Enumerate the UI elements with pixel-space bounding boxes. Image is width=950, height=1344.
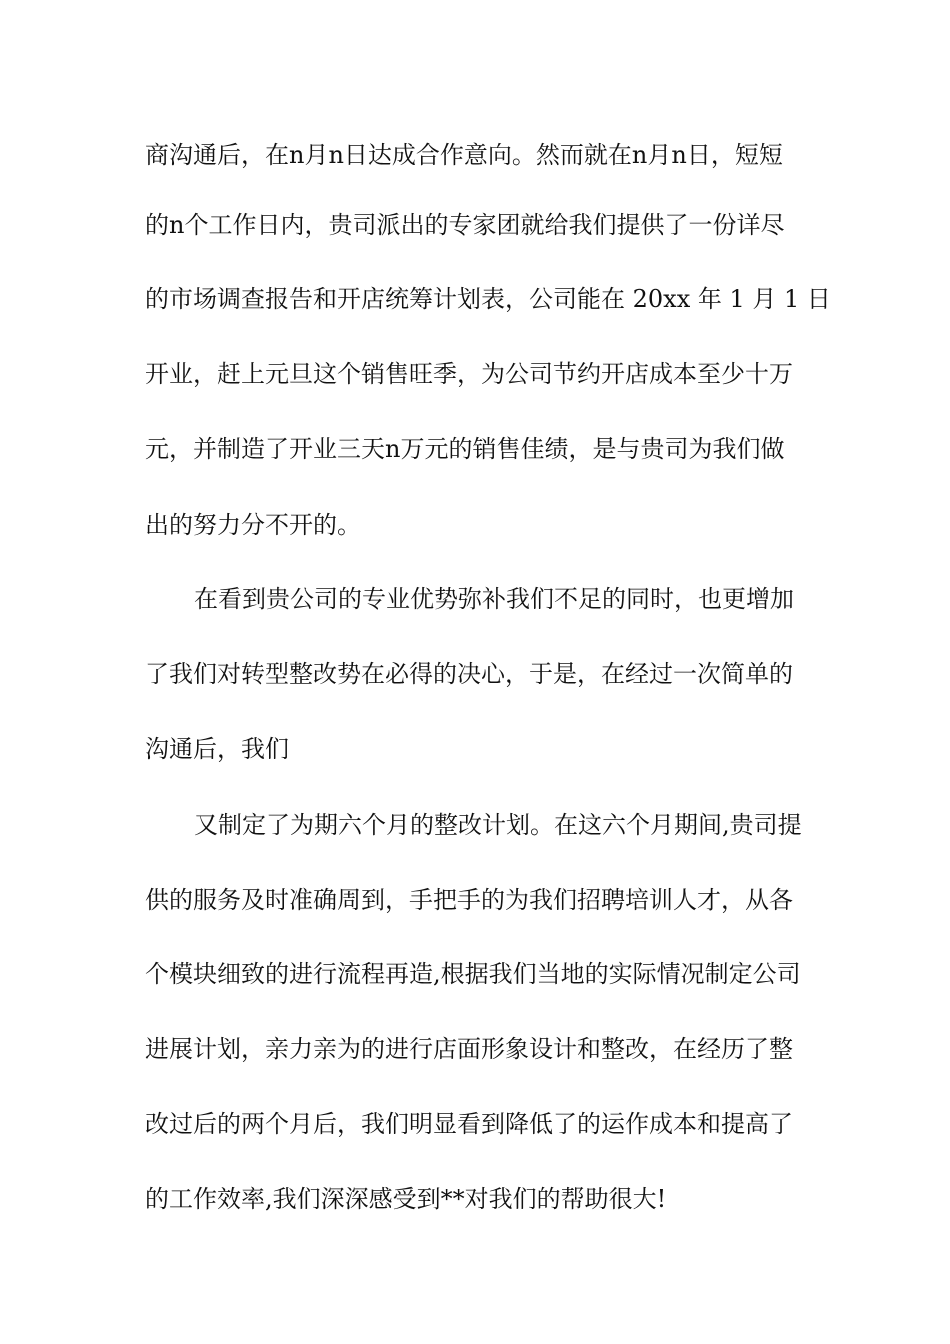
paragraph-first-line: 又制定了为期六个月的整改计划。在这六个月期间,贵司提 (194, 811, 802, 839)
text-line: 改过后的两个月后，我们明显看到降低了的运作成本和提高了 (145, 1110, 793, 1138)
text-line: 的工作效率,我们深深感受到**对我们的帮助很大! (145, 1185, 667, 1213)
text-line: 供的服务及时准确周到，手把手的为我们招聘培训人才，从各 (145, 886, 793, 914)
text-line: 出的努力分不开的。 (145, 511, 361, 539)
text-line: 个模块细致的进行流程再造,根据我们当地的实际情况制定公司 (145, 960, 801, 988)
text-line: 沟通后，我们 (145, 735, 289, 763)
text-line: 进展计划，亲力亲为的进行店面形象设计和整改，在经历了整 (145, 1035, 793, 1063)
paragraph-first-line: 在看到贵公司的专业优势弥补我们不足的同时，也更增加 (194, 585, 794, 613)
text-line: 了我们对转型整改势在必得的决心，于是，在经过一次简单的 (145, 660, 793, 688)
text-line: 开业，赶上元旦这个销售旺季，为公司节约开店成本至少十万 (145, 360, 793, 388)
text-line: 元，并制造了开业三天n万元的销售佳绩，是与贵司为我们做 (145, 435, 785, 463)
text-line: 商沟通后，在n月n日达成合作意向。然而就在n月n日，短短 (145, 141, 783, 169)
text-line: 的市场调查报告和开店统筹计划表，公司能在 20xx 年 1 月 1 日 (145, 285, 831, 313)
text-line: 的n个工作日内，贵司派出的专家团就给我们提供了一份详尽 (145, 211, 785, 239)
